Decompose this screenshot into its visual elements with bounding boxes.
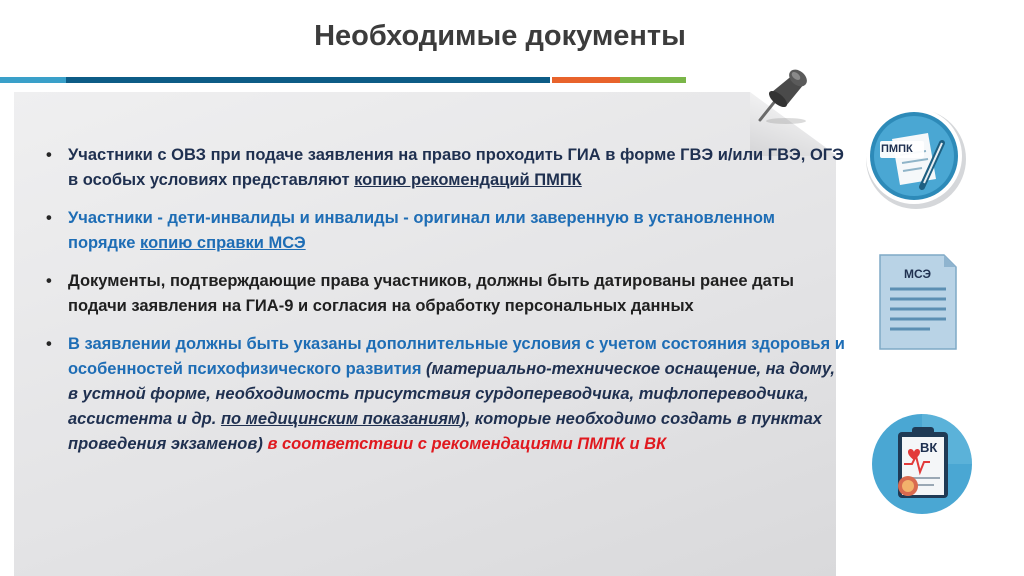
mse-label: МСЭ <box>904 267 932 281</box>
pmpk-link[interactable]: копию рекомендаций ПМПК <box>354 171 582 189</box>
bullet-icon: • <box>46 209 52 227</box>
page-title: Необходимые документы <box>314 20 686 52</box>
vk-badge <box>870 412 974 516</box>
mse-link[interactable]: копию справки МСЭ <box>140 234 306 252</box>
requirements-list <box>46 143 846 470</box>
medical-indications-link[interactable]: по медицинским показаниям <box>220 410 461 428</box>
pushpin-icon <box>752 66 816 128</box>
bullet-icon: • <box>46 335 52 353</box>
decor-stripe-light <box>0 77 66 83</box>
pmpk-label: ПМПК <box>881 143 913 155</box>
medical-clipboard-icon <box>870 412 974 516</box>
bullet-icon: • <box>46 272 52 290</box>
bullet-icon: • <box>46 146 52 164</box>
document-pen-icon <box>862 103 970 211</box>
decor-stripe-dark <box>66 77 550 83</box>
list-item: • Документы, подтверждающие права участников, должны быть датированы ранее даты подачи заявления на ГИА-9 и согласия на обработку персональных данных <box>46 269 846 319</box>
mse-document <box>878 253 958 351</box>
decor-stripe-green <box>620 77 686 83</box>
vk-label: ВК <box>920 440 938 455</box>
list-item: • Участники с ОВЗ при подаче заявления на право проходить ГИА в форме ГВЭ и/или ГВЭ, ОГЭ в особых условиях представляют копию рекомендаций ПМПК <box>46 143 846 193</box>
decor-stripe-orange <box>552 77 620 83</box>
list-item: • Участники - дети-инвалиды и инвалиды - оригинал или заверенную в установленном порядке копию справки МСЭ <box>46 206 846 256</box>
pmpk-badge <box>862 103 970 211</box>
list-item: • В заявлении должны быть указаны дополнительные условия с учетом состояния здоровья и особенностей психофизического развития (материально-техническое оснащение, на дому, в устной форме, необходимость присутствия сурдопереводчика, тифлопереводчика, ассистента и др. по медицинским показаниям), которые необходимо создать в пунктах проведения экзаменов) в соответствии с рекомендациями ПМПК и ВК <box>46 332 846 457</box>
